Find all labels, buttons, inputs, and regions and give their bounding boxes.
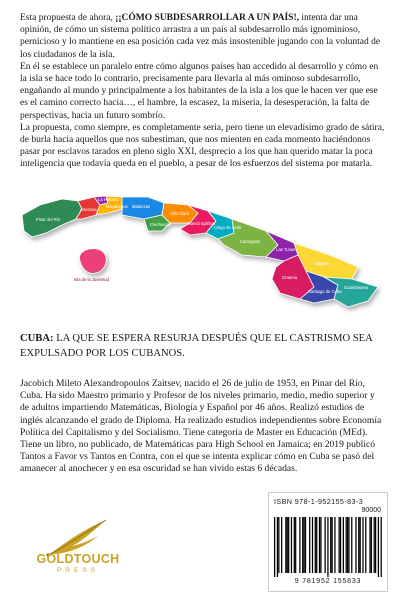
tagline-lead: CUBA: (20, 333, 54, 344)
map-label-pinar-del-rio: Pinar del Río (36, 217, 61, 222)
map-label-santiago-de-cuba: Santiago de Cuba (308, 289, 342, 294)
barcode-bar (371, 517, 372, 573)
barcode-bar (378, 517, 379, 577)
barcode-bar (362, 517, 363, 573)
publisher-logo (20, 514, 128, 586)
barcode-bar (355, 517, 356, 573)
barcode-digits: 9 781952 155833 (294, 578, 362, 585)
isbn-barcode (268, 492, 388, 592)
barcode-bar (302, 517, 303, 573)
barcode-bar (324, 517, 325, 573)
book-title-inline: ¡¡CÓMO SUBDESARROLLAR A UN PAÍS!, (115, 13, 300, 23)
isla-de-la-juventud (79, 249, 106, 274)
publisher-name: GOLDTOUCH (36, 552, 120, 566)
map-label-guantanamo: Guantánamo (344, 285, 369, 290)
barcode-bar (319, 517, 320, 573)
barcode-bar (294, 517, 295, 573)
barcode-bar (332, 517, 333, 573)
author-bio: Jacobich Mileto Alexandropoulos Zaitsev, nacido el 26 de julio de 1953, en Pinar del Río, Cuba. Ha sido Maestro primario y Profesor de los niveles primario, medio, medio superior y de adultos impartiendo Matemáticas, Biología y Español por 46 años. Realizó estudios de inglés alcanzando el grado de Diploma. Ha realizado estudios independientes sobre Economía Política del Capitalismo y del Socialismo. Tiene categoría de Master en Educación (MEd). Tiene un libro, no publicado, de Matemáticas para High School en Jamaica; en 2019 publicó Tantos a Favor vs Tantos en Contra, con el que se intenta explicar cómo en Cuba se pasó del amanecer al anochecer y en esa oscuridad se han vivido estas 6 décadas. (20, 378, 382, 475)
map-label-mayabeque: Mayabeque (106, 204, 128, 209)
barcode-bar (347, 517, 348, 573)
cuba-map (18, 175, 388, 325)
publisher-sub: PRESS (56, 567, 100, 574)
barcode-bar (334, 517, 335, 573)
barcode-bar (346, 517, 347, 573)
price-code: 90000 (361, 507, 381, 514)
cuba-map-illustration (18, 175, 388, 325)
barcode-bar (358, 517, 359, 573)
synopsis-p1-end: intenta dar una opinión, de cómo un sistema político arrastra a un país al subdesarrollo más ignominioso, pernicioso y lo mantiene en esa posición cada vez más insostenible jugando con la voluntad de los ciudadanos de la isla. (20, 13, 381, 60)
map-label-villa-clara: Villa Clara (170, 211, 190, 216)
barcode-bar (281, 517, 282, 573)
barcode-bar (287, 517, 288, 573)
barcode-bar (315, 517, 316, 573)
barcode-bar (360, 517, 361, 573)
synopsis (20, 12, 385, 171)
synopsis-paragraph-1 (20, 12, 385, 61)
map-label-holguin: Holguín (314, 261, 329, 266)
barcode-bar (369, 517, 370, 573)
barcode-bar (327, 517, 328, 577)
barcode-bar (295, 517, 296, 573)
barcode-bar (375, 517, 376, 573)
barcode-bar (291, 517, 292, 573)
map-label-matanzas: Matanzas (132, 204, 151, 209)
map-label-las-tunas: Las Tunas (276, 247, 296, 252)
synopsis-p1-start: Esta propuesta de ahora, (20, 13, 116, 23)
map-label-isla-de-la-juventud: Isla de la Juventud (74, 277, 109, 282)
map-label-ciego-de-avila: Ciego de Ávila (214, 225, 242, 230)
barcode-icon (274, 517, 382, 577)
barcode-bar (340, 517, 341, 573)
map-label-granma: Granma (282, 275, 298, 280)
barcode-bar (381, 517, 382, 577)
barcode-bar (312, 517, 313, 573)
barcode-bar (320, 517, 321, 573)
barcode-bar (330, 517, 331, 573)
tagline-rest: LA QUE SE ESPERA RESURJA DESPUÉS QUE EL CASTRISMO SEA EXPULSADO POR LOS CUBANOS. (20, 333, 373, 359)
barcode-bar (348, 517, 349, 573)
barcode-bar (309, 517, 310, 573)
barcode-bar (343, 517, 344, 573)
barcode-bar (305, 517, 306, 573)
barcode-bar (277, 517, 278, 577)
barcode-bar (285, 517, 286, 573)
barcode-bar (316, 517, 317, 573)
synopsis-paragraph-3: La propuesta, como siempre, es completamente seria, pero tiene un elevadísimo grado de sátira, de burla hacia aquellos que nos subestiman, que nos mienten en cada momento haciéndonos pasar por esclavos tarados en pleno siglo XXI, desprecio a los que han querido matar la poca inteligencia que todavía queda en el pueblo, a pesar de los esfuerzos del sistema por matarla. (20, 122, 385, 170)
barcode-bar (274, 517, 275, 577)
map-label-camaguey: Camagüey (240, 239, 261, 244)
map-label-sancti-spiritus: Sancti Spíritus (188, 221, 215, 226)
tagline (20, 331, 385, 361)
map-label-cienfuegos: Cienfuegos (150, 222, 172, 227)
barcode-bar (288, 517, 289, 573)
isbn-number: ISBN 978-1-952155-83-3 (274, 497, 364, 506)
barcode-bar (278, 517, 279, 573)
barcode-bar (365, 517, 366, 573)
barcode-bar (339, 517, 340, 573)
barcode-bar (299, 517, 300, 573)
barcode-bar (374, 517, 375, 573)
barcode-bar (303, 517, 304, 573)
synopsis-paragraph-2: En él se establece un paralelo entre cómo algunos países han accedido al desarrollo y cómo en la isla se hace todo lo contrario, precisamente para llevarla al más ominoso subdesarrollo, engañando al mundo y principalmente a los habitantes de la isla a los que le hacen ver que ese es el camino correcto hacia…, el hambre, la escasez, la miseria, la desesperación, la falta de perspectivas, hacia un futuro sombrío. (20, 61, 379, 121)
barcode-bar (351, 517, 352, 573)
map-label-la-habana: La Habana (98, 197, 119, 202)
map-label-artemisa: Artemisa (80, 207, 97, 212)
